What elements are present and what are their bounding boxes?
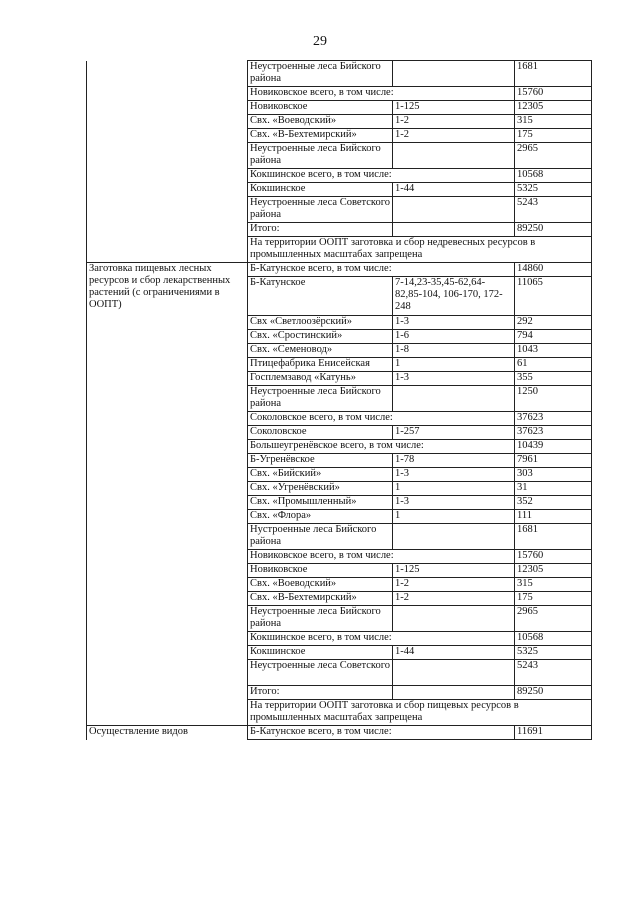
table-row <box>87 183 592 197</box>
activity-cell <box>87 143 248 169</box>
table-row <box>87 197 592 223</box>
quarters-cell: 1-44 <box>393 183 515 197</box>
activity-cell <box>87 183 248 197</box>
quarters-cell: 1-257 <box>393 426 515 440</box>
quarters-cell: 1-44 <box>393 646 515 660</box>
table-row <box>87 115 592 129</box>
area-cell: 10568 <box>515 632 592 646</box>
forestry-cell: Б-Угренёвское <box>248 454 393 468</box>
activity-cell <box>87 197 248 223</box>
activity-cell <box>87 237 248 263</box>
area-cell: 37623 <box>515 412 592 426</box>
quarters-cell <box>393 61 515 87</box>
forestry-cell: Неустроенные леса Бийского района <box>248 606 393 632</box>
quarters-cell: 7-14,23-35,45-62,64-82,85-104, 106-170, 172-248 <box>393 277 515 316</box>
forestry-cell: Новиковское <box>248 564 393 578</box>
quarters-cell <box>393 143 515 169</box>
subtotal-label-cell: Новиковское всего, в том числе: <box>248 87 515 101</box>
quarters-cell: 1-3 <box>393 468 515 482</box>
forestry-cell: Нустроенные леса Бийского района <box>248 524 393 550</box>
activity-cell <box>87 87 248 101</box>
quarters-cell: 1 <box>393 482 515 496</box>
forestry-cell: Б-Катунское <box>248 277 393 316</box>
subtotal-label-cell: Кокшинское всего, в том числе: <box>248 632 515 646</box>
table-row <box>87 263 592 277</box>
area-cell: 37623 <box>515 426 592 440</box>
activity-cell <box>87 223 248 237</box>
activity-cell <box>87 101 248 115</box>
area-cell: 352 <box>515 496 592 510</box>
subtotal-label-cell: Б-Катунское всего, в том числе: <box>248 726 515 740</box>
area-cell: 5325 <box>515 183 592 197</box>
table-row <box>87 61 592 87</box>
quarters-cell <box>393 524 515 550</box>
area-cell: 355 <box>515 372 592 386</box>
quarters-cell <box>393 660 515 686</box>
area-cell: 794 <box>515 330 592 344</box>
forestry-cell: Свх. «Воеводский» <box>248 578 393 592</box>
area-cell: 15760 <box>515 87 592 101</box>
quarters-cell: 1-2 <box>393 592 515 606</box>
forestry-cell: Неустроенные леса Бийского района <box>248 61 393 87</box>
forestry-cell: Свх «Светлоозёрский» <box>248 316 393 330</box>
quarters-cell: 1-8 <box>393 344 515 358</box>
forestry-cell: Соколовское <box>248 426 393 440</box>
area-cell: 315 <box>515 115 592 129</box>
area-cell: 15760 <box>515 550 592 564</box>
area-cell: 5325 <box>515 646 592 660</box>
quarters-cell: 1-125 <box>393 101 515 115</box>
activity-cell <box>87 169 248 183</box>
table-row <box>87 223 592 237</box>
area-cell: 5243 <box>515 197 592 223</box>
area-cell: 5243 <box>515 660 592 686</box>
area-cell: 10439 <box>515 440 592 454</box>
forestry-cell: Неустроенные леса Бийского района <box>248 143 393 169</box>
subtotal-label-cell: Б-Катунское всего, в том числе: <box>248 263 515 277</box>
area-cell: 303 <box>515 468 592 482</box>
page-number: 29 <box>313 34 327 49</box>
forestry-cell: Свх. «Бийский» <box>248 468 393 482</box>
table-row <box>87 169 592 183</box>
quarters-cell: 1-2 <box>393 578 515 592</box>
forestry-cell: Госплемзавод «Катунь» <box>248 372 393 386</box>
forestry-cell: Кокшинское <box>248 646 393 660</box>
area-cell: 175 <box>515 129 592 143</box>
forestry-cell: Неустроенные леса Советского <box>248 660 393 686</box>
area-cell: 315 <box>515 578 592 592</box>
quarters-cell: 1-3 <box>393 496 515 510</box>
quarters-cell: 1-3 <box>393 316 515 330</box>
subtotal-label-cell: Большеугренёвское всего, в том числе: <box>248 440 515 454</box>
forestry-cell: Свх. «Флора» <box>248 510 393 524</box>
activity-cell: Осуществление видов <box>87 726 248 740</box>
area-cell: 31 <box>515 482 592 496</box>
forestry-cell: Свх. «В-Бехтемирский» <box>248 129 393 143</box>
area-cell: 61 <box>515 358 592 372</box>
area-cell: 1250 <box>515 386 592 412</box>
area-cell: 7961 <box>515 454 592 468</box>
quarters-cell: 1-2 <box>393 129 515 143</box>
area-cell: 1681 <box>515 524 592 550</box>
area-cell: 10568 <box>515 169 592 183</box>
quarters-cell <box>393 606 515 632</box>
quarters-cell: 1-2 <box>393 115 515 129</box>
area-cell: 12305 <box>515 564 592 578</box>
table-row <box>87 101 592 115</box>
note-cell: На территории ООПТ заготовка и сбор пищевых ресурсов в промышленных масштабах запрещена <box>248 700 592 726</box>
table-row <box>87 726 592 740</box>
forestry-cell: Свх. «Угренёвский» <box>248 482 393 496</box>
quarters-cell <box>393 686 515 700</box>
area-cell: 111 <box>515 510 592 524</box>
resources-table <box>86 60 592 740</box>
area-cell: 175 <box>515 592 592 606</box>
quarters-cell: 1-6 <box>393 330 515 344</box>
area-cell: 89250 <box>515 686 592 700</box>
quarters-cell: 1-78 <box>393 454 515 468</box>
subtotal-label-cell: Соколовское всего, в том числе: <box>248 412 515 426</box>
activity-cell: Заготовка пищевых лесных ресурсов и сбор лекарственных растений (с ограничениями в ООПТ) <box>87 263 248 726</box>
forestry-cell: Неустроенные леса Советского района <box>248 197 393 223</box>
area-cell: 2965 <box>515 606 592 632</box>
forestry-cell: Новиковское <box>248 101 393 115</box>
area-cell: 1043 <box>515 344 592 358</box>
area-cell: 292 <box>515 316 592 330</box>
table-row <box>87 129 592 143</box>
quarters-cell <box>393 386 515 412</box>
forestry-cell: Свх. «Воеводский» <box>248 115 393 129</box>
forestry-cell: Свх. «В-Бехтемирский» <box>248 592 393 606</box>
forestry-cell: Кокшинское <box>248 183 393 197</box>
area-cell: 2965 <box>515 143 592 169</box>
forestry-cell: Итого: <box>248 223 393 237</box>
area-cell: 89250 <box>515 223 592 237</box>
table-row <box>87 87 592 101</box>
subtotal-label-cell: Кокшинское всего, в том числе: <box>248 169 515 183</box>
table-body <box>87 61 592 740</box>
forestry-cell: Итого: <box>248 686 393 700</box>
area-cell: 12305 <box>515 101 592 115</box>
quarters-cell <box>393 197 515 223</box>
subtotal-label-cell: Новиковское всего, в том числе: <box>248 550 515 564</box>
forestry-cell: Свх. «Сростинский» <box>248 330 393 344</box>
forestry-cell: Неустроенные леса Бийского района <box>248 386 393 412</box>
quarters-cell: 1 <box>393 510 515 524</box>
note-cell: На территории ООПТ заготовка и сбор недревесных ресурсов в промышленных масштабах запрещена <box>248 237 592 263</box>
area-cell: 14860 <box>515 263 592 277</box>
table-row <box>87 237 592 263</box>
activity-cell <box>87 129 248 143</box>
area-cell: 1681 <box>515 61 592 87</box>
area-cell: 11065 <box>515 277 592 316</box>
quarters-cell: 1-3 <box>393 372 515 386</box>
activity-cell <box>87 61 248 87</box>
quarters-cell <box>393 223 515 237</box>
activity-cell <box>87 115 248 129</box>
area-cell: 11691 <box>515 726 592 740</box>
forestry-cell: Птицефабрика Енисейская <box>248 358 393 372</box>
table-row <box>87 143 592 169</box>
forestry-cell: Свх. «Семеновод» <box>248 344 393 358</box>
forestry-cell: Свх. «Промышленный» <box>248 496 393 510</box>
quarters-cell: 1 <box>393 358 515 372</box>
quarters-cell: 1-125 <box>393 564 515 578</box>
